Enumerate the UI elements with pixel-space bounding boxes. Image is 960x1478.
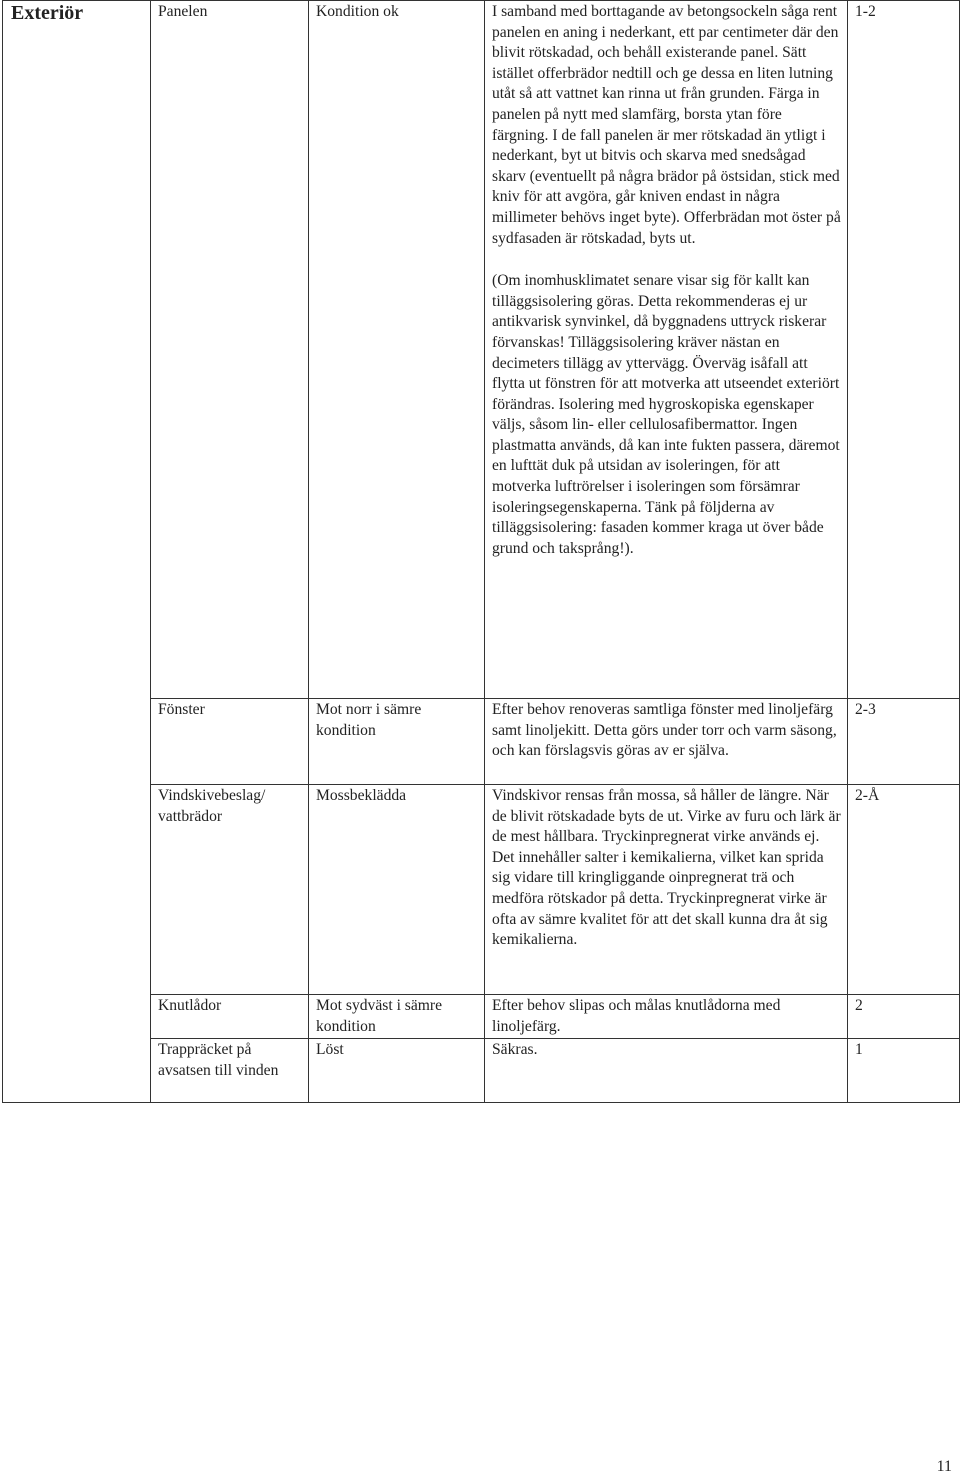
renovation-table [2, 0, 960, 1103]
action-cell: Efter behov slipas och målas knutlådorna med linoljefärg. [485, 995, 848, 1039]
action-cell: Vindskivor rensas från mossa, så håller de längre. När de blivit rötskadade byts de ut. Virke av furu och lärk är de mest hållbara. Tryckinpregnerat virke används ej. Det innehåller salter i kemikalierna, vilket kan sprida sig vidare till kringliggande oinpregnerat trä och medföra rötskador på detta. Tryckinpregnerat virke är ofta av sämre kvalitet för att det skall kunna dra åt sig kemikalierna. [485, 785, 848, 995]
part-cell: Panelen [151, 1, 309, 699]
condition-cell: Mossbeklädda [309, 785, 485, 995]
part-cell: Knutlådor [151, 995, 309, 1039]
part-cell: Vindskivebeslag/ vattbrädor [151, 785, 309, 995]
condition-cell: Kondition ok [309, 1, 485, 699]
page-number: 11 [936, 1458, 952, 1475]
condition-cell: Mot sydväst i sämre kondition [309, 995, 485, 1039]
condition-cell: Löst [309, 1039, 485, 1103]
part-cell: Trappräcket på avsatsen till vinden [151, 1039, 309, 1103]
priority-cell: 2-3 [848, 699, 960, 785]
action-cell: Säkras. [485, 1039, 848, 1103]
action-paragraph: I samband med borttagande av betongsockeln såga rent panelen en aning i nederkant, ett par centimeter där den blivit rötskadad, och behåll existerande panel. Sätt istället offerbrädor nedtill och ge dessa en liten lutning utåt så att vattnet kan rinna ut från grunden. Färga in panelen på nytt med slamfärg, borsta ytan före färgning. I de fall panelen är mer rötskadad än ytligt i nederkant, byt ut bitvis och skarva med snedsågad skarv (eventuellt på några brädor på östsidan, stick med kniv för att avgöra, går kniven endast in några millimeter behövs inget byte). Offerbrädan mot öster på sydfasaden är rötskadad, byts ut. [492, 3, 841, 247]
table-row-panelen [3, 1, 960, 699]
action-cell [485, 1, 848, 699]
action-paragraph: (Om inomhusklimatet senare visar sig för kallt kan tilläggsisolering göras. Detta rekommenderas ej ur antikvarisk synvinkel, då byggnadens uttryck riskerar förvanskas! Tilläggsisolering kräver nästan en decimeters tillägg av yttervägg. Överväg isåfall att flytta ut fönstren för att motverka att utseendet exteriört förändras. Isolering med hygroskopiska egenskaper väljs, såsom lin- eller cellulosafibermattor. Ingen plastmatta används, då kan inte fukten passera, däremot en lufttät duk på utsidan av isoleringen, för att motverka luftrörelser i isoleringen som försämrar isoleringsegenskaperna. Tänk på följderna av tilläggsisolering: fasaden kommer kraga ut över både grund och taksprång!). [492, 272, 840, 557]
action-cell: Efter behov renoveras samtliga fönster med linoljefärg samt linoljekitt. Detta görs under torr och varm säsong, och kan förslagsvis göras av er själva. [485, 699, 848, 785]
condition-cell: Mot norr i sämre kondition [309, 699, 485, 785]
part-cell: Fönster [151, 699, 309, 785]
priority-cell: 2 [848, 995, 960, 1039]
priority-cell: 2-Å [848, 785, 960, 995]
priority-cell: 1-2 [848, 1, 960, 699]
priority-cell: 1 [848, 1039, 960, 1103]
section-label: Exteriör [3, 1, 151, 1103]
